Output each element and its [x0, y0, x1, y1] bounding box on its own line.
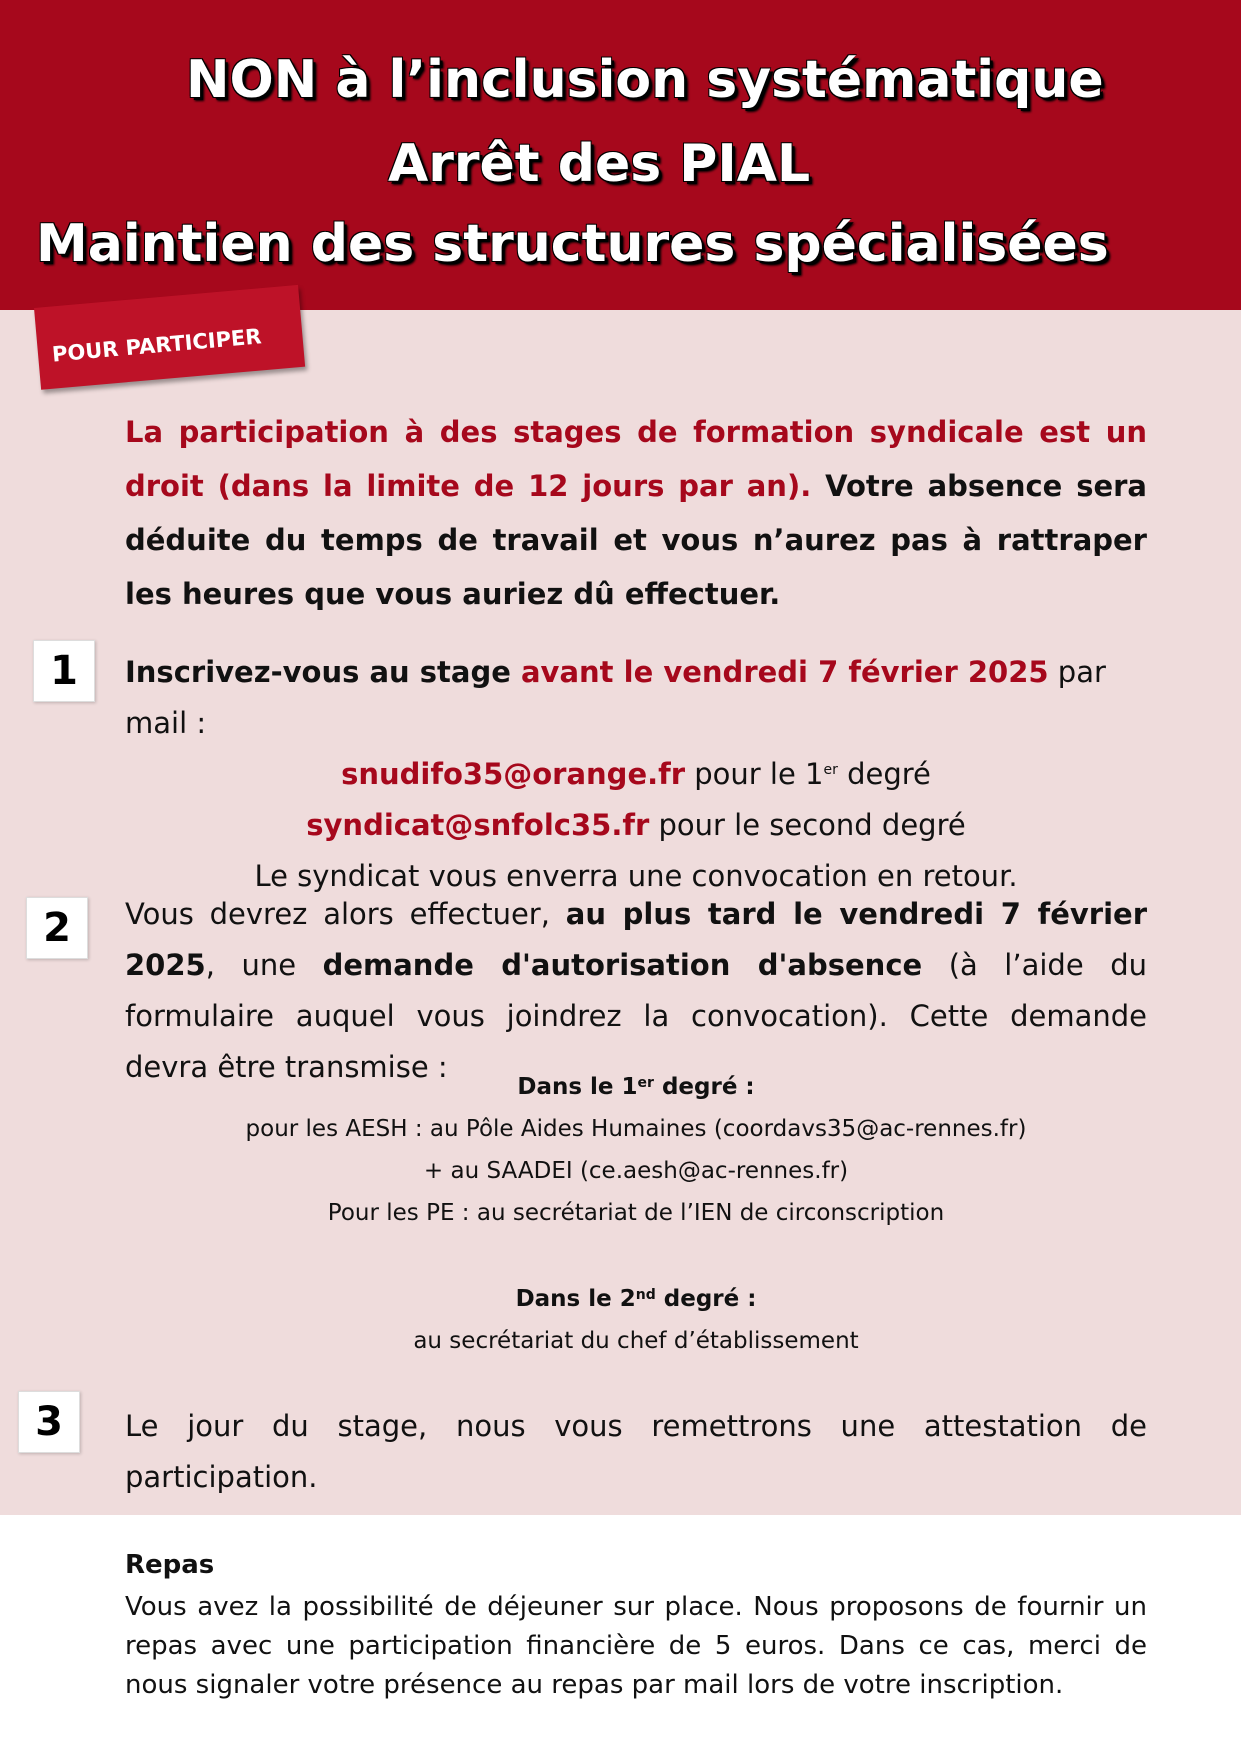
first-degree-aesh: pour les AESH : au Pôle Aides Humaines (coordavs35@ac-rennes.fr)	[245, 1116, 1027, 1142]
first-degree-title	[0, 1066, 1241, 1108]
step-2-request: demande d'autorisation d'absence	[322, 948, 923, 982]
step-1-line-2	[0, 749, 1241, 800]
step-2-icon: 2	[26, 897, 88, 959]
second-degree-title	[0, 1278, 1241, 1320]
email1-suffix: pour le 1	[685, 757, 824, 791]
intro-paragraph	[125, 405, 1147, 621]
d1-title-sup: er	[637, 1075, 654, 1091]
email2-suffix: pour le second degré	[649, 808, 966, 842]
step-1-line-4: Le syndicat vous enverra une convocation en retour.	[254, 859, 1018, 893]
step-1-line-3	[0, 800, 1241, 851]
repas-text: Vous avez la possibilité de déjeuner sur place. Nous proposons de fournir un repas avec une participation financière de 5 euros. Dans ce cas, merci de nous signaler votre présence au repas par mail lors de votre inscription.	[125, 1592, 1147, 1700]
step-3-icon: 3	[18, 1391, 80, 1453]
step-1-deadline: avant le vendredi 7 février 2025	[520, 655, 1049, 689]
step-1-icon: 1	[33, 640, 95, 702]
header-title-line-2: Arrêt des PIAL	[388, 134, 811, 194]
repas-title: Repas	[125, 1550, 215, 1580]
email1-sup: er	[823, 762, 838, 778]
d1-title-a: Dans le 1	[517, 1074, 638, 1100]
d1-title-b: degré :	[653, 1074, 755, 1100]
step-2-a: Vous devrez alors effectuer,	[125, 897, 566, 931]
step-2-paragraph	[125, 889, 1147, 1093]
step-3-text: Le jour du stage, nous vous remettrons une attestation de participation.	[125, 1409, 1147, 1494]
step-1-line-1	[125, 647, 1147, 749]
step-2-deadline: au plus tard le vendredi 7 février 2025	[125, 897, 1147, 982]
tag-label: POUR PARTICIPER	[51, 324, 263, 367]
d2-title-a: Dans le 2	[515, 1286, 636, 1312]
intro-right-text: La participation à des stages de formation syndicale est un droit (dans la limite de 12 jours par an).	[125, 415, 1147, 503]
d2-title-b: degré :	[655, 1286, 757, 1312]
email-snfolc-link[interactable]: syndicat@snfolc35.fr	[306, 808, 650, 842]
header-title-line-1: NON à l’inclusion systématique	[186, 50, 1104, 110]
first-degree-pe: Pour les PE : au secrétariat de l’IEN de circonscription	[327, 1200, 945, 1226]
email-snudifo-link[interactable]: snudifo35@orange.fr	[341, 757, 686, 791]
second-degree-block	[0, 1278, 1241, 1362]
step-1-text	[125, 647, 1147, 902]
first-degree-saadei: + au SAADEI (ce.aesh@ac-rennes.fr)	[423, 1158, 849, 1184]
intro-absence-text: Votre absence sera déduite du temps de travail et vous n’aurez pas à rattraper les heures que vous auriez dû effectuer.	[125, 469, 1147, 611]
step-1-register: Inscrivez-vous au stage	[125, 655, 521, 689]
first-degree-block	[0, 1066, 1241, 1234]
email1-degree: degré	[837, 757, 931, 791]
header-title-line-3: Maintien des structures spécialisées	[36, 214, 1109, 274]
second-degree-text: au secrétariat du chef d’établissement	[413, 1328, 859, 1354]
step-2-c: , une	[205, 948, 323, 982]
d2-title-sup: nd	[635, 1287, 656, 1303]
header-banner	[0, 0, 1241, 310]
step-2-e: (à l’aide du formulaire auquel vous joindrez la convocation). Cette demande devra être transmise :	[125, 948, 1147, 1084]
step-1-by-mail: par mail :	[125, 655, 1106, 740]
